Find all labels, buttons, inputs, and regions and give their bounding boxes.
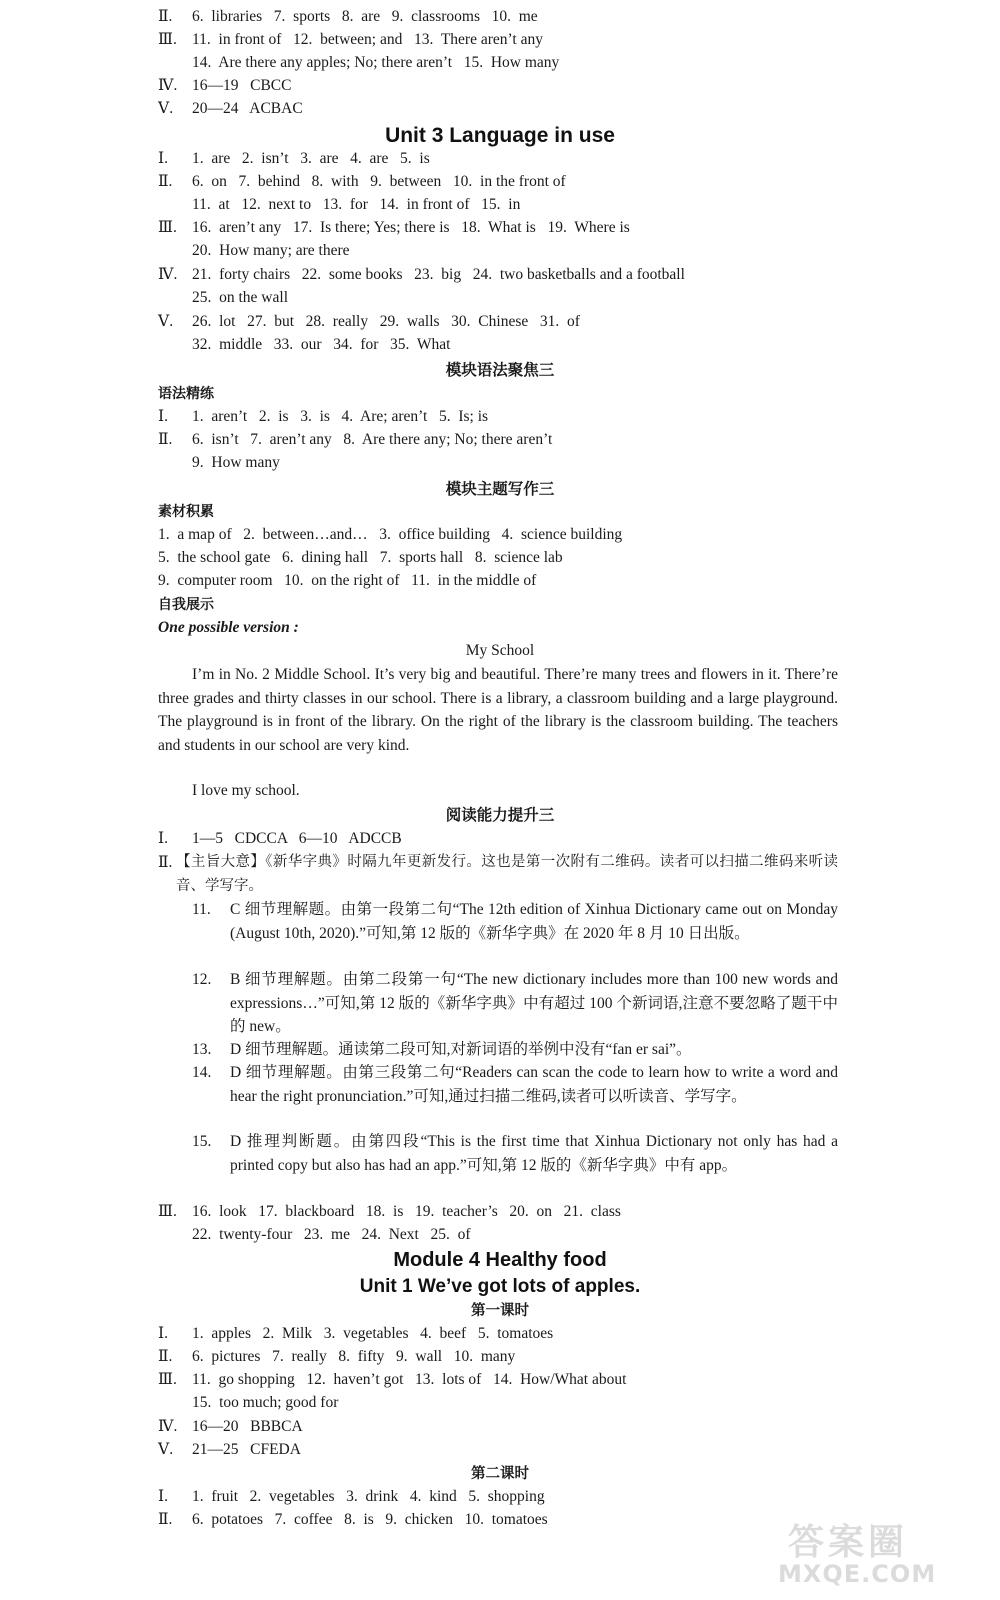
answer-line: Ⅳ. 21. forty chairs 22. some books 23. big 24. two basketballs and a football [158, 266, 685, 283]
answer-line: 25. on the wall [192, 289, 288, 306]
version-label: One possible version : [158, 619, 299, 636]
module4-title: Module 4 Healthy food [393, 1249, 607, 1271]
answer-line: Ⅲ. 11. go shopping 12. haven’t got 13. lots of 14. How/What about [158, 1371, 627, 1388]
answer-line: 5. the school gate 6. dining hall 7. sports hall 8. science lab [158, 549, 563, 566]
answer-line: Ⅳ. 16—20 BBBCA [158, 1418, 303, 1435]
answer-num: 13. [192, 1041, 212, 1058]
answer-line: Ⅳ. 16—19 CBCC [158, 77, 292, 94]
main-idea: 【主旨大意】《新华字典》时隔九年更新发行。这也是第一次附有二维码。读者可以扫描二维码来听读音、学写字。 [176, 854, 838, 894]
answer-explanation: D 细节理解题。通读第二段可知,对新词语的举例中没有“fan er sai”。 [230, 1041, 692, 1058]
watermark-text: 答案圈 [788, 1522, 909, 1563]
answer-line: 11. at 12. next to 13. for 14. in front of 15. in [192, 196, 521, 213]
answer-line: Ⅱ. 6. libraries 7. sports 8. are 9. classrooms 10. me [158, 8, 538, 25]
answer-line: Ⅲ. 16. aren’t any 17. Is there; Yes; there is 18. What is 19. Where is [158, 219, 630, 236]
answer-explanation: D 推理判断题。由第四段“This is the first time that Xinhua Dictionary not only has had a printed copy but also has had an app.”可知,第 12 版的《新华字典》中有 app。 [230, 1133, 838, 1174]
answer-line: 9. How many [192, 454, 280, 471]
answer-explanation: B 细节理解题。由第二段第一句“The new dictionary includes more than 100 new words and expressions…”可知,第 12 版的《新华字典》中有超过 100 个新词语,注意不要忽略了题干中的 new。 [230, 971, 838, 1035]
answer-line: Ⅰ. 1. apples 2. Milk 3. vegetables 4. beef 5. tomatoes [158, 1325, 554, 1342]
answer-line: Ⅱ. 6. pictures 7. really 8. fifty 9. wall 10. many [158, 1348, 516, 1365]
answer-line: Ⅰ. 1. are 2. isn’t 3. are 4. are 5. is [158, 150, 430, 167]
answer-line: Ⅱ. 6. potatoes 7. coffee 8. is 9. chicken 10. tomatoes [158, 1511, 548, 1528]
answer-line: Ⅴ. 26. lot 27. but 28. really 29. walls 30. Chinese 31. of [158, 313, 580, 330]
lesson2-title: 第二课时 [471, 1466, 529, 1482]
essay-title: My School [465, 642, 535, 659]
answer-num: 11. [192, 901, 211, 918]
answer-line: 14. Are there any apples; No; there aren’t 15. How many [192, 54, 560, 71]
answer-explanation: C 细节理解题。由第一段第二句“The 12th edition of Xinhua Dictionary came out on Monday (August 10th, 2020).”可知,第 12 版的《新华字典》在 2020 年 8 月 10 日出版。 [230, 901, 838, 942]
answer-line: Ⅴ. 21—25 CFEDA [158, 1441, 301, 1458]
answer-num: 12. [192, 971, 212, 988]
answer-line: 32. middle 33. our 34. for 35. What [192, 336, 451, 353]
answer-line: 20. How many; are there [192, 242, 350, 259]
answer-num: Ⅱ. [158, 854, 173, 871]
grammar-subheading: 语法精练 [158, 386, 214, 402]
watermark-url: MXQE.COM [778, 1560, 937, 1588]
show-subheading: 自我展示 [158, 597, 214, 613]
answer-num: 15. [192, 1133, 212, 1150]
answer-line: 15. too much; good for [192, 1394, 339, 1411]
answer-line: Ⅱ. 6. on 7. behind 8. with 9. between 10. in the front of [158, 173, 566, 190]
answer-line: Ⅲ. 16. look 17. blackboard 18. is 19. teacher’s 20. on 21. class [158, 1203, 621, 1220]
answer-line: Ⅱ. 6. isn’t 7. aren’t any 8. Are there any; No; there aren’t [158, 431, 553, 448]
unit3-title: Unit 3 Language in use [385, 124, 615, 147]
answer-line: Ⅰ. 1—5 CDCCA 6—10 ADCCB [158, 830, 402, 847]
writing-subheading: 素材积累 [158, 504, 214, 520]
unit1-title: Unit 1 We’ve got lots of apples. [359, 1276, 641, 1297]
lesson1-title: 第一课时 [471, 1303, 529, 1319]
writing-title: 模块主题写作三 [445, 480, 555, 498]
answer-line: Ⅴ. 20—24 ACBAC [158, 100, 303, 117]
answer-line: 1. a map of 2. between…and… 3. office building 4. science building [158, 526, 623, 543]
grammar-title: 模块语法聚焦三 [445, 361, 555, 379]
reading-title: 阅读能力提升三 [445, 806, 555, 824]
answer-line: Ⅲ. 11. in front of 12. between; and 13. There aren’t any [158, 31, 543, 48]
answer-explanation: D 细节理解题。由第三段第二句“Readers can scan the code to learn how to write a word and hear the right pronunciation.”可知,通过扫描二维码,读者可以听读音、学写字。 [230, 1064, 838, 1105]
watermark-logo [778, 1514, 978, 1592]
answer-line: Ⅰ. 1. aren’t 2. is 3. is 4. Are; aren’t 5. Is; is [158, 408, 489, 425]
essay-paragraph: I love my school. [192, 782, 300, 799]
answer-num: 14. [192, 1064, 212, 1081]
answer-line: 9. computer room 10. on the right of 11. in the middle of [158, 572, 537, 589]
answer-line: Ⅰ. 1. fruit 2. vegetables 3. drink 4. kind 5. shopping [158, 1488, 545, 1505]
answer-line: 22. twenty-four 23. me 24. Next 25. of [192, 1226, 471, 1243]
essay-paragraph: I’m in No. 2 Middle School. It’s very big and beautiful. There’re many trees and flowers in it. There’re three grades and thirty classes in our school. There is a library, a classroom building and a large playground. The playground is in front of the library. On the right of the library is the classroom building. The teachers and students in our school are very kind. [158, 666, 838, 754]
